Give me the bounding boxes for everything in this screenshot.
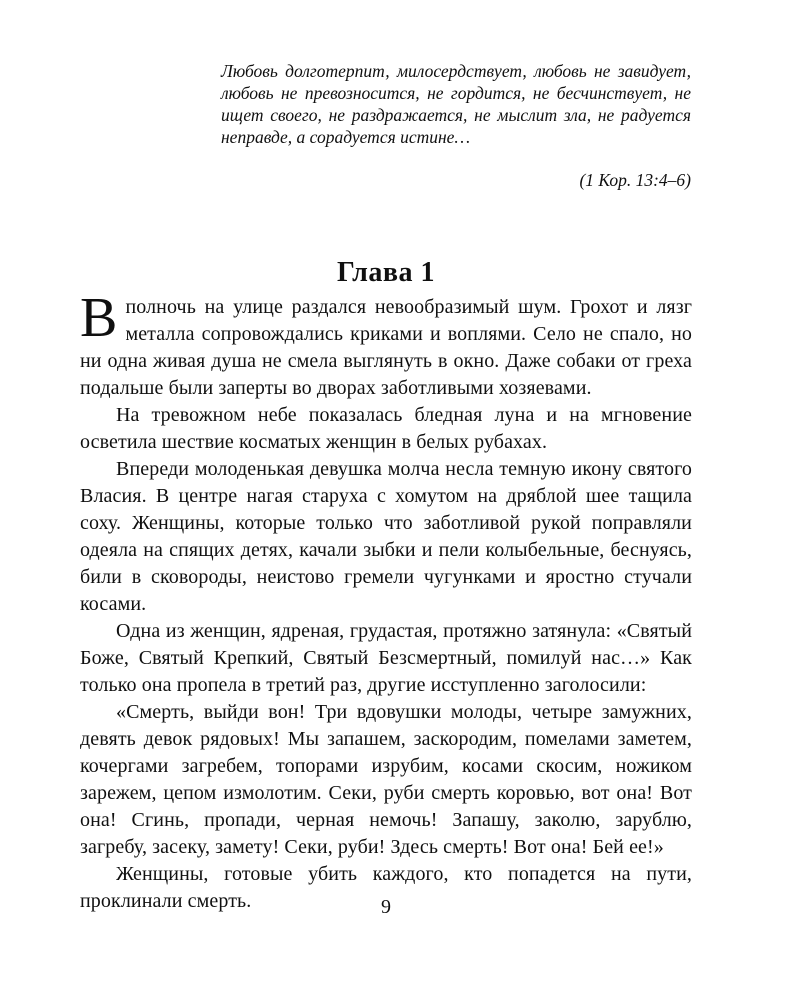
page-number: 9 xyxy=(381,896,391,918)
drop-cap: В xyxy=(80,287,118,349)
paragraph: На тревожном небе показалась бледная луна и на мгновение осветила шествие косматых женщин в белых рубахах. xyxy=(80,404,692,453)
chapter-title: Глава 1 xyxy=(337,256,435,288)
paragraph-text: полночь на улице раздался невообразимый шум. Грохот и лязг металла сопровождались криками и воплями. Село не спало, но ни одна живая душа не смела выглянуть в окно. Даже собаки от греха подальше были заперты во дворах заботливыми хозяевами. xyxy=(80,296,692,399)
paragraph: Женщины, готовые убить каждого, кто попадется на пути, проклинали смерть. xyxy=(80,863,692,912)
epigraph-source: (1 Кор. 13:4–6) xyxy=(579,170,691,190)
paragraph: «Смерть, выйди вон! Три вдовушки молоды, четыре замужних, девять девок рядовых! Мы запашем, заскородим, помелами заметем, кочергами загребем, топорами изрубим, косами скосим, ножиком зарежем, цепом измолотим. Секи, руби смерть коровью, вот она! Вот она! Сгинь, пропади, черная немочь! Запашу, заколю, зарублю, загребу, засеку, замету! Секи, руби! Здесь смерть! Вот она! Бей ее!» xyxy=(80,701,692,858)
paragraph xyxy=(80,287,692,402)
body-text xyxy=(80,287,692,915)
paragraph: Впереди молоденькая девушка молча несла темную икону святого Власия. В центре нагая старуха с хомутом на дряблой шее тащила соху. Женщины, которые только что заботливой рукой поправляли одеяла на спящих детях, качали зыбки и пели колыбельные, беснуясь, били в сковороды, неистово гремели чугунками и яростно стучали косами. xyxy=(80,458,692,615)
epigraph-text: Любовь долготерпит, милосердствует, любовь не завидует, любовь не превозносится, не гордится, не бесчинствует, не ищет своего, не раздражается, не мыслит зла, не радуется неправде, а сорадуется истине… xyxy=(221,61,691,147)
paragraph: Одна из женщин, ядреная, грудастая, протяжно затянула: «Святый Боже, Святый Крепкий, Святый Безсмертный, помилуй нас…» Как только она пропела в третий раз, другие исступленно заголосили: xyxy=(80,620,692,696)
